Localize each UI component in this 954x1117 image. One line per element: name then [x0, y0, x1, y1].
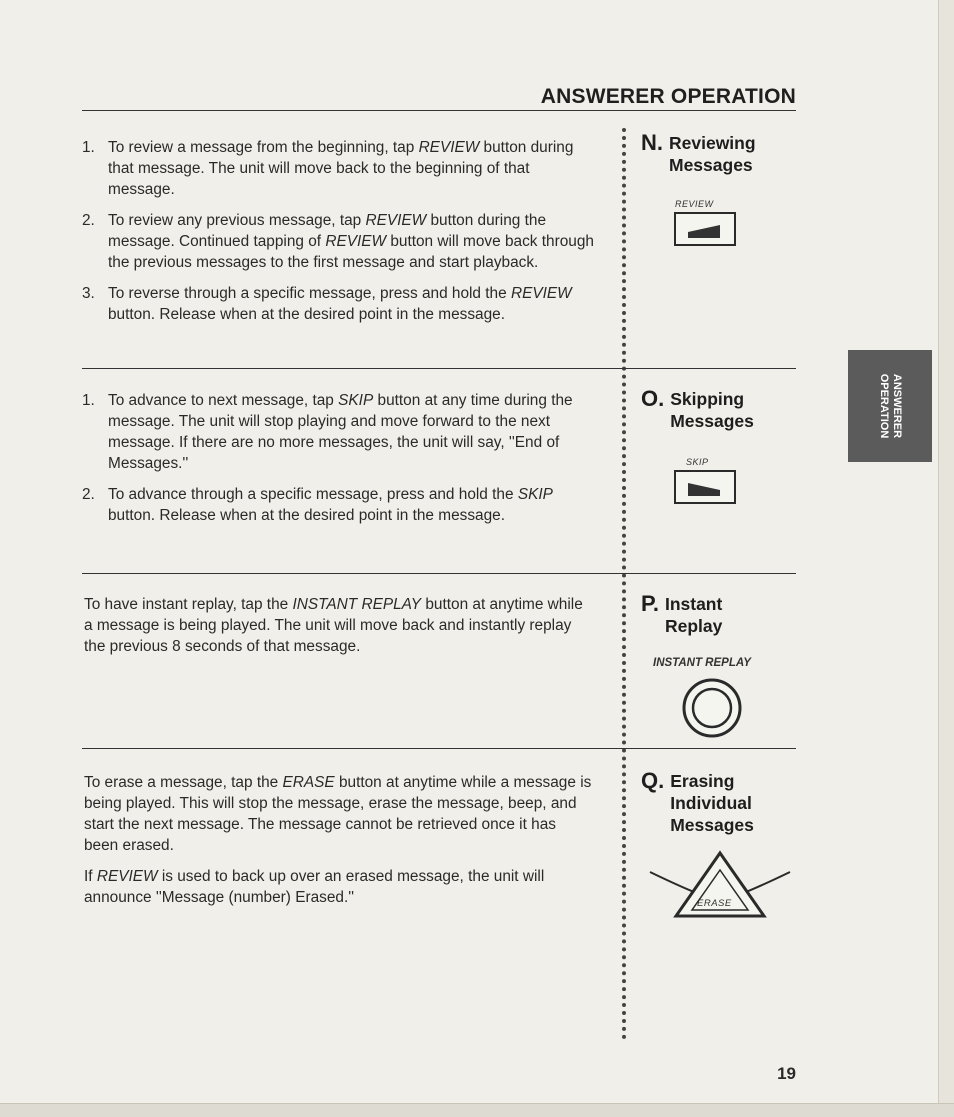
section-letter: N.	[641, 130, 663, 155]
text: button at any time during the message. The unit will stop playing and move forward to the next message. If there are no more messages, the unit will say, ''End of Messages.''	[108, 392, 573, 472]
instant-replay-button-caption: INSTANT REPLAY	[653, 657, 751, 669]
heading-line: Skipping	[670, 389, 745, 409]
button-name: REVIEW	[365, 212, 427, 229]
heading-line: Messages	[670, 411, 754, 431]
button-name: INSTANT REPLAY	[292, 596, 422, 613]
text: To advance to next message, tap	[108, 392, 339, 409]
item-number: 1.	[82, 139, 95, 156]
list-item	[82, 390, 594, 474]
section-letter: P.	[641, 591, 659, 616]
section-rule	[82, 748, 796, 749]
section-side-tab	[848, 350, 932, 462]
page-edge-right	[938, 0, 954, 1116]
paragraph	[84, 772, 594, 856]
section-rule	[82, 368, 796, 369]
text: To advance through a specific message, press and hold the	[108, 486, 518, 503]
heading-line: Reviewing	[669, 133, 756, 153]
list-item	[82, 210, 594, 273]
section-letter: O.	[641, 386, 665, 411]
heading-line: Erasing	[670, 771, 735, 791]
item-number: 1.	[82, 392, 95, 409]
side-tab-line: OPERATION	[878, 373, 890, 439]
skip-arrow-icon	[676, 472, 734, 502]
section-letter: Q.	[641, 768, 665, 793]
paragraph	[84, 866, 594, 908]
item-number: 2.	[82, 212, 95, 229]
dotted-column-divider	[622, 128, 626, 1040]
list-item	[82, 484, 594, 526]
item-number: 2.	[82, 486, 95, 503]
erase-button-icon	[648, 850, 792, 920]
text: button. Release when at the desired point in the message.	[108, 306, 505, 323]
text: button during the message. Continued tapping of	[108, 212, 547, 250]
text: button at anytime while a message is being played. This will stop the message, erase the message, beep, and start the next message. The message cannot be retrieved once it has been erased.	[84, 774, 592, 854]
text: is used to back up over an erased message, the unit will announce ''Message (number) Erased.''	[84, 868, 545, 906]
button-name: SKIP	[338, 392, 374, 409]
text: button at anytime while a message is being played. The unit will move back and instantly replay the previous 8 seconds of that message.	[84, 596, 583, 655]
side-tab-label	[848, 350, 932, 462]
heading-line: Messages	[670, 815, 754, 835]
text: button during that message. The unit will move back to the beginning of that message.	[108, 139, 574, 198]
item-number: 3.	[82, 285, 95, 302]
review-button-caption: REVIEW	[675, 199, 714, 209]
erase-button-caption: ERASE	[697, 898, 732, 909]
paragraph	[84, 594, 594, 657]
button-name: ERASE	[282, 774, 335, 791]
text: If	[84, 868, 97, 885]
list-item	[82, 137, 594, 200]
button-name: REVIEW	[96, 868, 158, 885]
side-tab-line: ANSWERER	[891, 373, 903, 439]
page-number: 19	[777, 1064, 796, 1083]
page-title: ANSWERER OPERATION	[540, 85, 796, 108]
heading-line: Replay	[664, 616, 723, 636]
text: To reverse through a specific message, press and hold the	[108, 285, 511, 302]
erasing-paragraphs	[84, 772, 594, 918]
review-button-illustration	[674, 212, 736, 246]
page-edge-bottom	[0, 1103, 954, 1117]
text: To erase a message, tap the	[84, 774, 283, 791]
button-name: REVIEW	[325, 233, 387, 250]
list-item	[82, 283, 594, 325]
review-arrow-icon	[676, 214, 734, 244]
button-name: REVIEW	[418, 139, 480, 156]
text: To have instant replay, tap the	[84, 596, 293, 613]
section-q-heading	[641, 768, 754, 836]
instant-replay-button-icon	[680, 676, 744, 740]
text: button. Release when at the desired point in the message.	[108, 507, 505, 524]
heading-line: Instant	[664, 594, 723, 614]
button-name: SKIP	[517, 486, 553, 503]
instant-replay-paragraph	[84, 594, 594, 667]
section-o-heading	[641, 386, 754, 432]
text: To review any previous message, tap	[108, 212, 366, 229]
skip-button-caption: SKIP	[686, 457, 709, 467]
heading-line: Messages	[669, 155, 753, 175]
reviewing-instructions	[82, 137, 594, 335]
skipping-instructions	[82, 390, 594, 536]
section-rule	[82, 573, 796, 574]
header-rule	[82, 110, 796, 111]
skip-button-illustration	[674, 470, 736, 504]
section-p-heading	[641, 591, 722, 637]
button-name: REVIEW	[510, 285, 572, 302]
text: To review a message from the beginning, tap	[108, 139, 419, 156]
heading-line: Individual	[670, 793, 752, 813]
text: button will move back through the previous messages to the first message and start playback.	[108, 233, 594, 271]
section-n-heading	[641, 130, 756, 176]
